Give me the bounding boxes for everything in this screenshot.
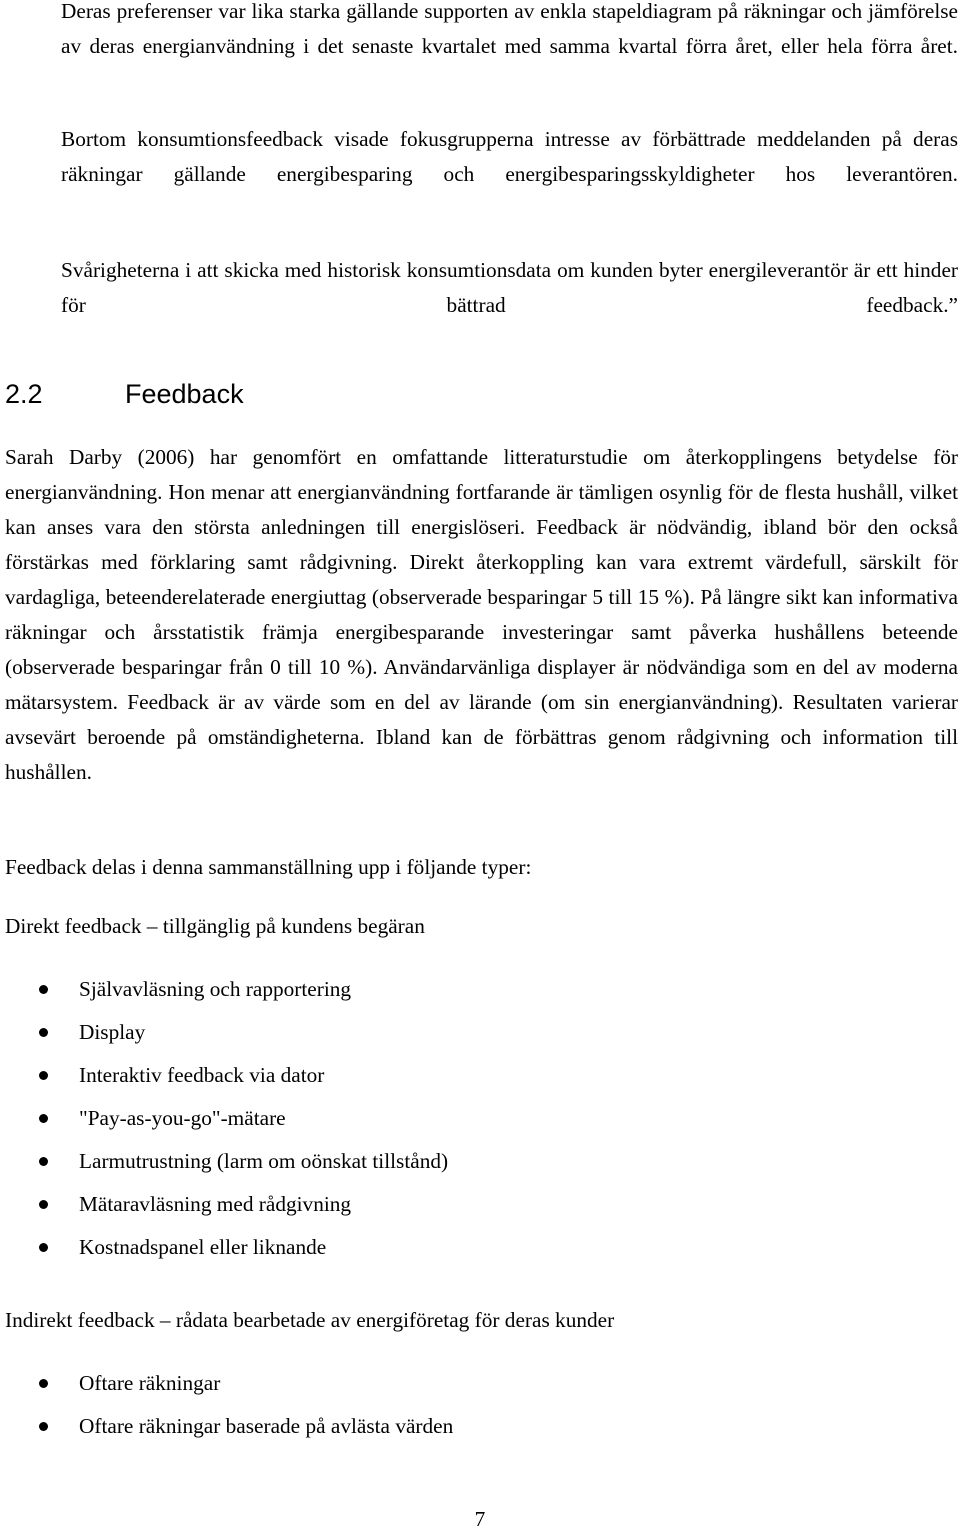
paragraph-preferences: Deras preferenser var lika starka gällande supporten av enkla stapeldiagram på räkningar och jämförelse av deras energianvändning i det senaste kvartalet med samma kvartal förra året, eller hela förra året.: [61, 0, 958, 58]
bullet-icon: [39, 1157, 48, 1166]
section-title: Feedback: [125, 379, 244, 409]
page-number: 7: [474, 1507, 486, 1531]
list-item-label: Interaktiv feedback via dator: [79, 1063, 325, 1087]
bullet-icon: [39, 1243, 48, 1252]
list-item-label: Kostnadspanel eller liknande: [79, 1235, 327, 1259]
list-item-label: Mätaravläsning med rådgivning: [79, 1192, 352, 1216]
paragraph-beyond-feedback: Bortom konsumtionsfeedback visade fokusgrupperna intresse av förbättrade meddelanden på deras räkningar gällande energibesparing och energibesparingsskyldigheter hos leverantören.: [61, 127, 958, 186]
list-item: [0, 1144, 448, 1187]
list-item: [0, 1187, 448, 1230]
indirect-feedback-list: [0, 1366, 453, 1452]
bullet-icon: [39, 1028, 48, 1037]
list-item-label: Display: [79, 1020, 146, 1044]
bullet-icon: [39, 1200, 48, 1209]
list-item-label: Oftare räkningar: [79, 1371, 221, 1395]
list-item-label: Oftare räkningar baserade på avlästa värden: [79, 1414, 454, 1438]
list-item: [0, 972, 448, 1015]
list-item-label: Larmutrustning (larm om oönskat tillstånd): [79, 1149, 449, 1173]
list-item-label: Självavläsning och rapportering: [79, 977, 352, 1001]
paragraph-darby: Sarah Darby (2006) har genomfört en omfattande litteraturstudie om återkopplingens betydelse för energianvändning. Hon menar att energianvändning fortfarande är tämligen osynlig för de flesta hushåll, vilket kan anses vara den största anledningen till energislöseri. Feedback är nödvändig, ibland bör den också förstärkas med förklaring samt rådgivning. Direkt återkoppling kan vara extremt värdefull, särskilt för vardagliga, beteenderelaterade energiuttag (observerade besparingar 5 till 15 %). På längre sikt kan informativa räkningar och årsstatistik främja energibesparande investeringar samt påverka hushållens beteende (observerade besparingar från 0 till 10 %). Användarvänliga displayer är nödvändiga som en del av moderna mätarsystem. Feedback är av värde som en del av lärande (om sin energianvändning). Resultaten varierar avsevärt beroende på omständigheterna. Ibland kan de förbättras genom rådgivning och information till hushållen.: [5, 445, 958, 784]
list-item: [0, 1409, 453, 1452]
direct-feedback-list: [0, 972, 448, 1273]
paragraph-types-intro: Feedback delas i denna sammanställning upp i följande typer:: [5, 855, 532, 879]
section-heading: [5, 374, 244, 414]
direct-feedback-heading: Direkt feedback – tillgänglig på kundens begäran: [5, 914, 425, 938]
list-item: [0, 1230, 448, 1273]
bullet-icon: [39, 1114, 48, 1123]
indirect-feedback-heading: Indirekt feedback – rådata bearbetade av energiföretag för deras kunder: [5, 1308, 615, 1332]
list-item: [0, 1101, 448, 1144]
bullet-icon: [39, 985, 48, 994]
section-number: 2.2: [5, 379, 43, 409]
bullet-icon: [39, 1071, 48, 1080]
paragraph-difficulties: Svårigheterna i att skicka med historisk konsumtionsdata om kunden byter energileverantör är ett hinder för bättrad feedback.”: [61, 258, 958, 317]
bullet-icon: [39, 1422, 48, 1431]
list-item: [0, 1366, 453, 1409]
list-item: [0, 1058, 448, 1101]
list-item-label: "Pay-as-you-go"-mätare: [79, 1106, 286, 1130]
bullet-icon: [39, 1379, 48, 1388]
list-item: [0, 1015, 448, 1058]
